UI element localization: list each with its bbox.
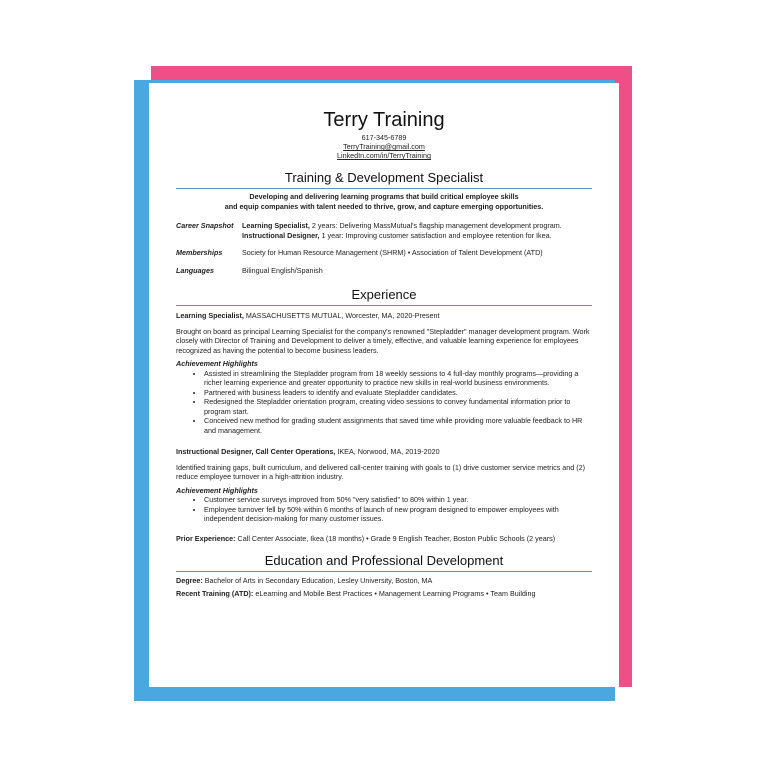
career-snapshot-label: Career Snapshot	[176, 221, 234, 230]
resume-content	[176, 109, 592, 598]
section-divider	[176, 571, 592, 572]
phone: 617-345-6789	[361, 133, 407, 142]
career-snapshot-value	[242, 221, 562, 240]
job-2-highlights-label: Achievement Highlights	[176, 485, 258, 495]
memberships-row	[176, 248, 592, 258]
job-2-heading	[176, 447, 592, 457]
snapshot-text-1: 2 years: Delivering MassMutual's flagship management development program.	[309, 221, 562, 230]
training-line	[176, 589, 592, 599]
career-snapshot	[176, 221, 592, 240]
job-1-heading	[176, 311, 592, 321]
list-item: • Redesigned the Stepladder orientation program, creating video sessions to convey fundamental information prior to program start.	[204, 397, 592, 416]
training-label: Recent Training (ATD):	[176, 588, 254, 598]
snapshot-role-1: Learning Specialist,	[242, 221, 310, 230]
prior-experience-text: Call Center Associate, Ikea (18 months) • Grade 9 English Teacher, Boston Public Schools (2 years)	[235, 533, 556, 543]
languages-label: Languages	[176, 265, 214, 275]
tagline-line-2: and equip companies with talent needed to thrive, grow, and capture emerging opportunities.	[224, 201, 544, 211]
job-2-details: IKEA, Norwood, MA, 2019-2020	[335, 447, 440, 456]
education-title: Education and Professional Development	[264, 553, 504, 568]
degree-text: Bachelor of Arts in Secondary Education, Lesley University, Boston, MA	[202, 576, 433, 585]
degree-line	[176, 576, 592, 586]
memberships-value: Society for Human Resource Management (SHRM) • Association of Talent Development (ATD)	[242, 248, 543, 257]
job-1-highlights-label: Achievement Highlights	[176, 359, 258, 368]
contact-block	[176, 133, 592, 160]
job-1-description: Brought on board as principal Learning Specialist for the company's renowned "Stepladder" manager development program. Work closely with Director of Training and Development to deliver a timely, effective, and valuable learning experience for employees recognized as having the potential to become business leaders.	[176, 326, 590, 355]
snapshot-text-2: 1 year: Improving customer satisfaction and employee retention for Ikea.	[319, 230, 552, 240]
section-divider	[176, 305, 592, 306]
degree-label: Degree:	[176, 576, 203, 585]
section-divider	[176, 188, 592, 189]
list-item: • Conceived new method for grading student assignments that saved time while providing more valuable feedback to HR and management.	[204, 416, 592, 435]
resume-page	[149, 83, 619, 687]
experience-title: Experience	[351, 287, 417, 302]
prior-experience	[176, 534, 592, 544]
email-link[interactable]: TerryTraining@gmail.com	[343, 142, 425, 151]
list-item: • Customer service surveys improved from 50% "very satisfied" to 80% within 1 year.	[204, 495, 592, 505]
job-1-details: MASSACHUSETTS MUTUAL, Worcester, MA, 2020-Present	[243, 311, 440, 320]
training-text: eLearning and Mobile Best Practices • Management Learning Programs • Team Building	[253, 588, 536, 598]
tagline	[176, 192, 592, 211]
summary-title: Training & Development Specialist	[284, 170, 484, 185]
job-1-highlights	[176, 369, 592, 436]
languages-row	[176, 266, 592, 276]
list-item: • Employee turnover fell by 50% within 6 months of launch of new program designed to empower employees with independent decision-making for many customer issues.	[204, 505, 592, 524]
tagline-line-1: Developing and delivering learning programs that build critical employee skills	[249, 192, 519, 201]
list-item: • Partnered with business leaders to identify and evaluate Stepladder candidates.	[204, 388, 592, 398]
memberships-label: Memberships	[176, 248, 223, 257]
prior-experience-label: Prior Experience:	[176, 533, 236, 543]
job-2-role: Instructional Designer, Call Center Operations,	[176, 447, 336, 456]
resume-name: Terry Training	[323, 109, 445, 131]
snapshot-role-2: Instructional Designer,	[242, 230, 320, 240]
list-item: • Assisted in streamlining the Stepladder program from 18 weekly sessions to 4 full-day monthly programs—providing a richer learning experience and greater opportunity to practice new skills in real-world business environments.	[204, 369, 592, 388]
job-2-highlights	[176, 495, 592, 524]
job-1-role: Learning Specialist,	[176, 311, 244, 320]
job-2-description: Identified training gaps, built curriculum, and delivered call-center training with goals to (1) drive customer service metrics and (2) reduce employee turnover in a high-attrition industry.	[176, 462, 586, 481]
linkedin-link[interactable]: LinkedIn.com/in/TerryTraining	[336, 151, 431, 160]
languages-value: Bilingual English/Spanish	[242, 265, 323, 275]
